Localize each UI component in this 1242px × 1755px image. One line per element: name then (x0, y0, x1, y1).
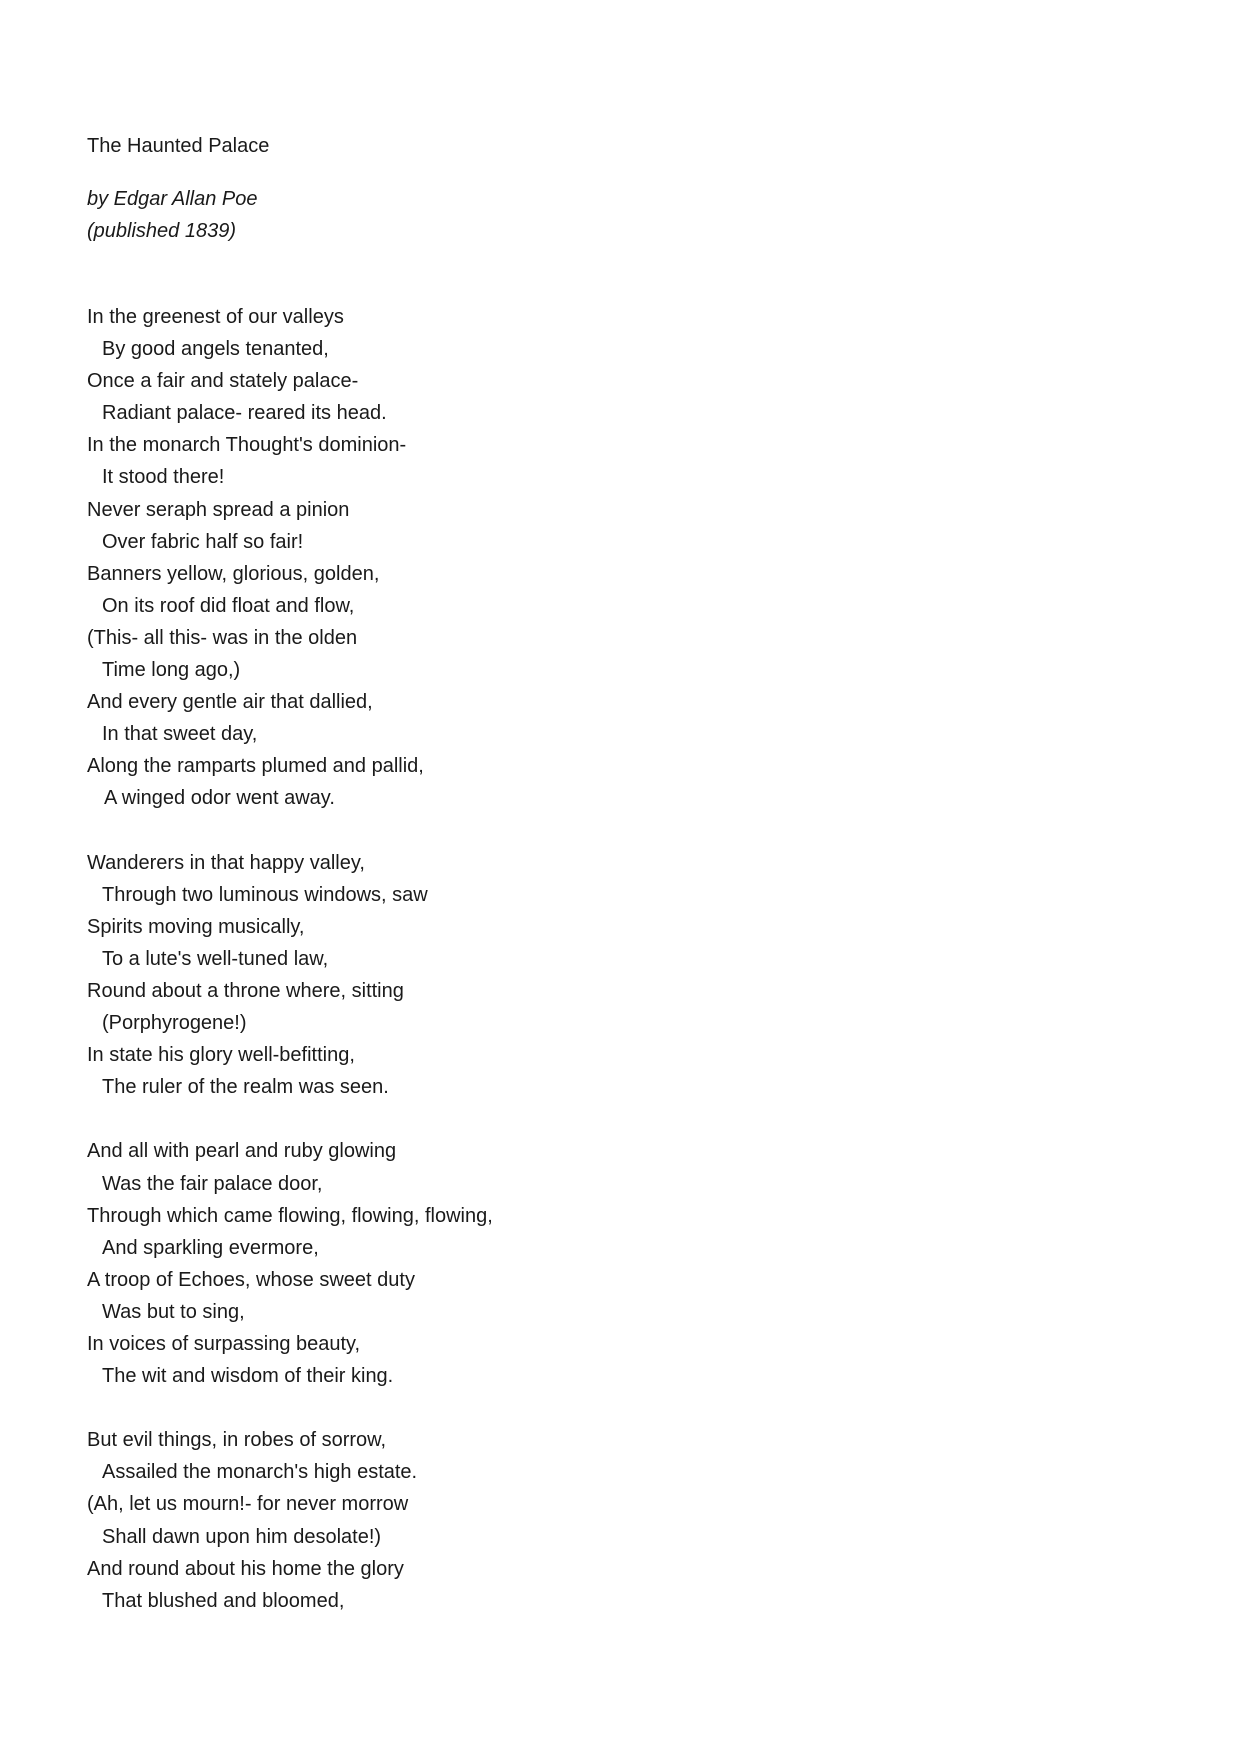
poem-line: Once a fair and stately palace- (87, 370, 359, 393)
poem-title: The Haunted Palace (87, 135, 270, 157)
stanza (87, 1135, 1187, 1392)
poem-line: That blushed and bloomed, (102, 1589, 345, 1612)
poem-line: The ruler of the realm was seen. (102, 1076, 389, 1099)
published-line: (published 1839) (87, 220, 236, 242)
poem-line: By good angels tenanted, (102, 338, 329, 361)
poem-line: And every gentle air that dallied, (87, 691, 373, 714)
poem-line: In state his glory well-befitting, (87, 1044, 355, 1067)
poem-line: Shall dawn upon him desolate!) (102, 1525, 382, 1548)
poem-line: Never seraph spread a pinion (87, 498, 350, 521)
byline (87, 183, 1187, 247)
poem-line: (This- all this- was in the olden (87, 626, 358, 649)
poem-line: In the greenest of our valleys (87, 306, 344, 328)
poem-line: To a lute's well-tuned law, (102, 947, 329, 970)
poem-line: A winged odor went away. (104, 787, 335, 810)
poem-line: (Porphyrogene!) (102, 1012, 247, 1035)
stanza (87, 1424, 1187, 1617)
poem-line: Was but to sing, (102, 1300, 245, 1323)
poem-line: But evil things, in robes of sorrow, (87, 1429, 387, 1452)
poem-line: Round about a throne where, sitting (87, 979, 404, 1002)
poem-line: And round about his home the glory (87, 1557, 404, 1580)
poem-line: In voices of surpassing beauty, (87, 1333, 361, 1355)
poem-line: And sparkling evermore, (102, 1236, 319, 1259)
stanza (87, 301, 1187, 815)
poem-line: Time long ago,) (102, 659, 241, 682)
stanza (87, 847, 1187, 1104)
poem-line: Spirits moving musically, (87, 915, 305, 938)
poem-line: It stood there! (102, 466, 225, 489)
author-line: by Edgar Allan Poe (87, 188, 258, 210)
poem-line: In the monarch Thought's dominion- (87, 434, 407, 457)
poem-line: Through two luminous windows, saw (102, 883, 428, 906)
poem-line: Banners yellow, glorious, golden, (87, 562, 380, 585)
poem-line: Assailed the monarch's high estate. (102, 1461, 418, 1484)
poem-line: Was the fair palace door, (102, 1172, 323, 1195)
poem-line: A troop of Echoes, whose sweet duty (87, 1268, 415, 1291)
poem-line: Through which came flowing, flowing, flowing, (87, 1204, 493, 1227)
poem-line: Over fabric half so fair! (102, 530, 304, 553)
poem-line: Wanderers in that happy valley, (87, 851, 365, 874)
poem-line: And all with pearl and ruby glowing (87, 1140, 397, 1163)
poem-line: Radiant palace- reared its head. (102, 402, 387, 425)
poem-line: (Ah, let us mourn!- for never morrow (87, 1493, 409, 1516)
poem-line: In that sweet day, (102, 723, 258, 746)
poem-line: On its roof did float and flow, (102, 594, 355, 617)
poem-line: The wit and wisdom of their king. (102, 1365, 394, 1388)
poem-line: Along the ramparts plumed and pallid, (87, 755, 424, 778)
poem-body (87, 301, 1187, 1617)
document-page (87, 130, 1187, 1649)
